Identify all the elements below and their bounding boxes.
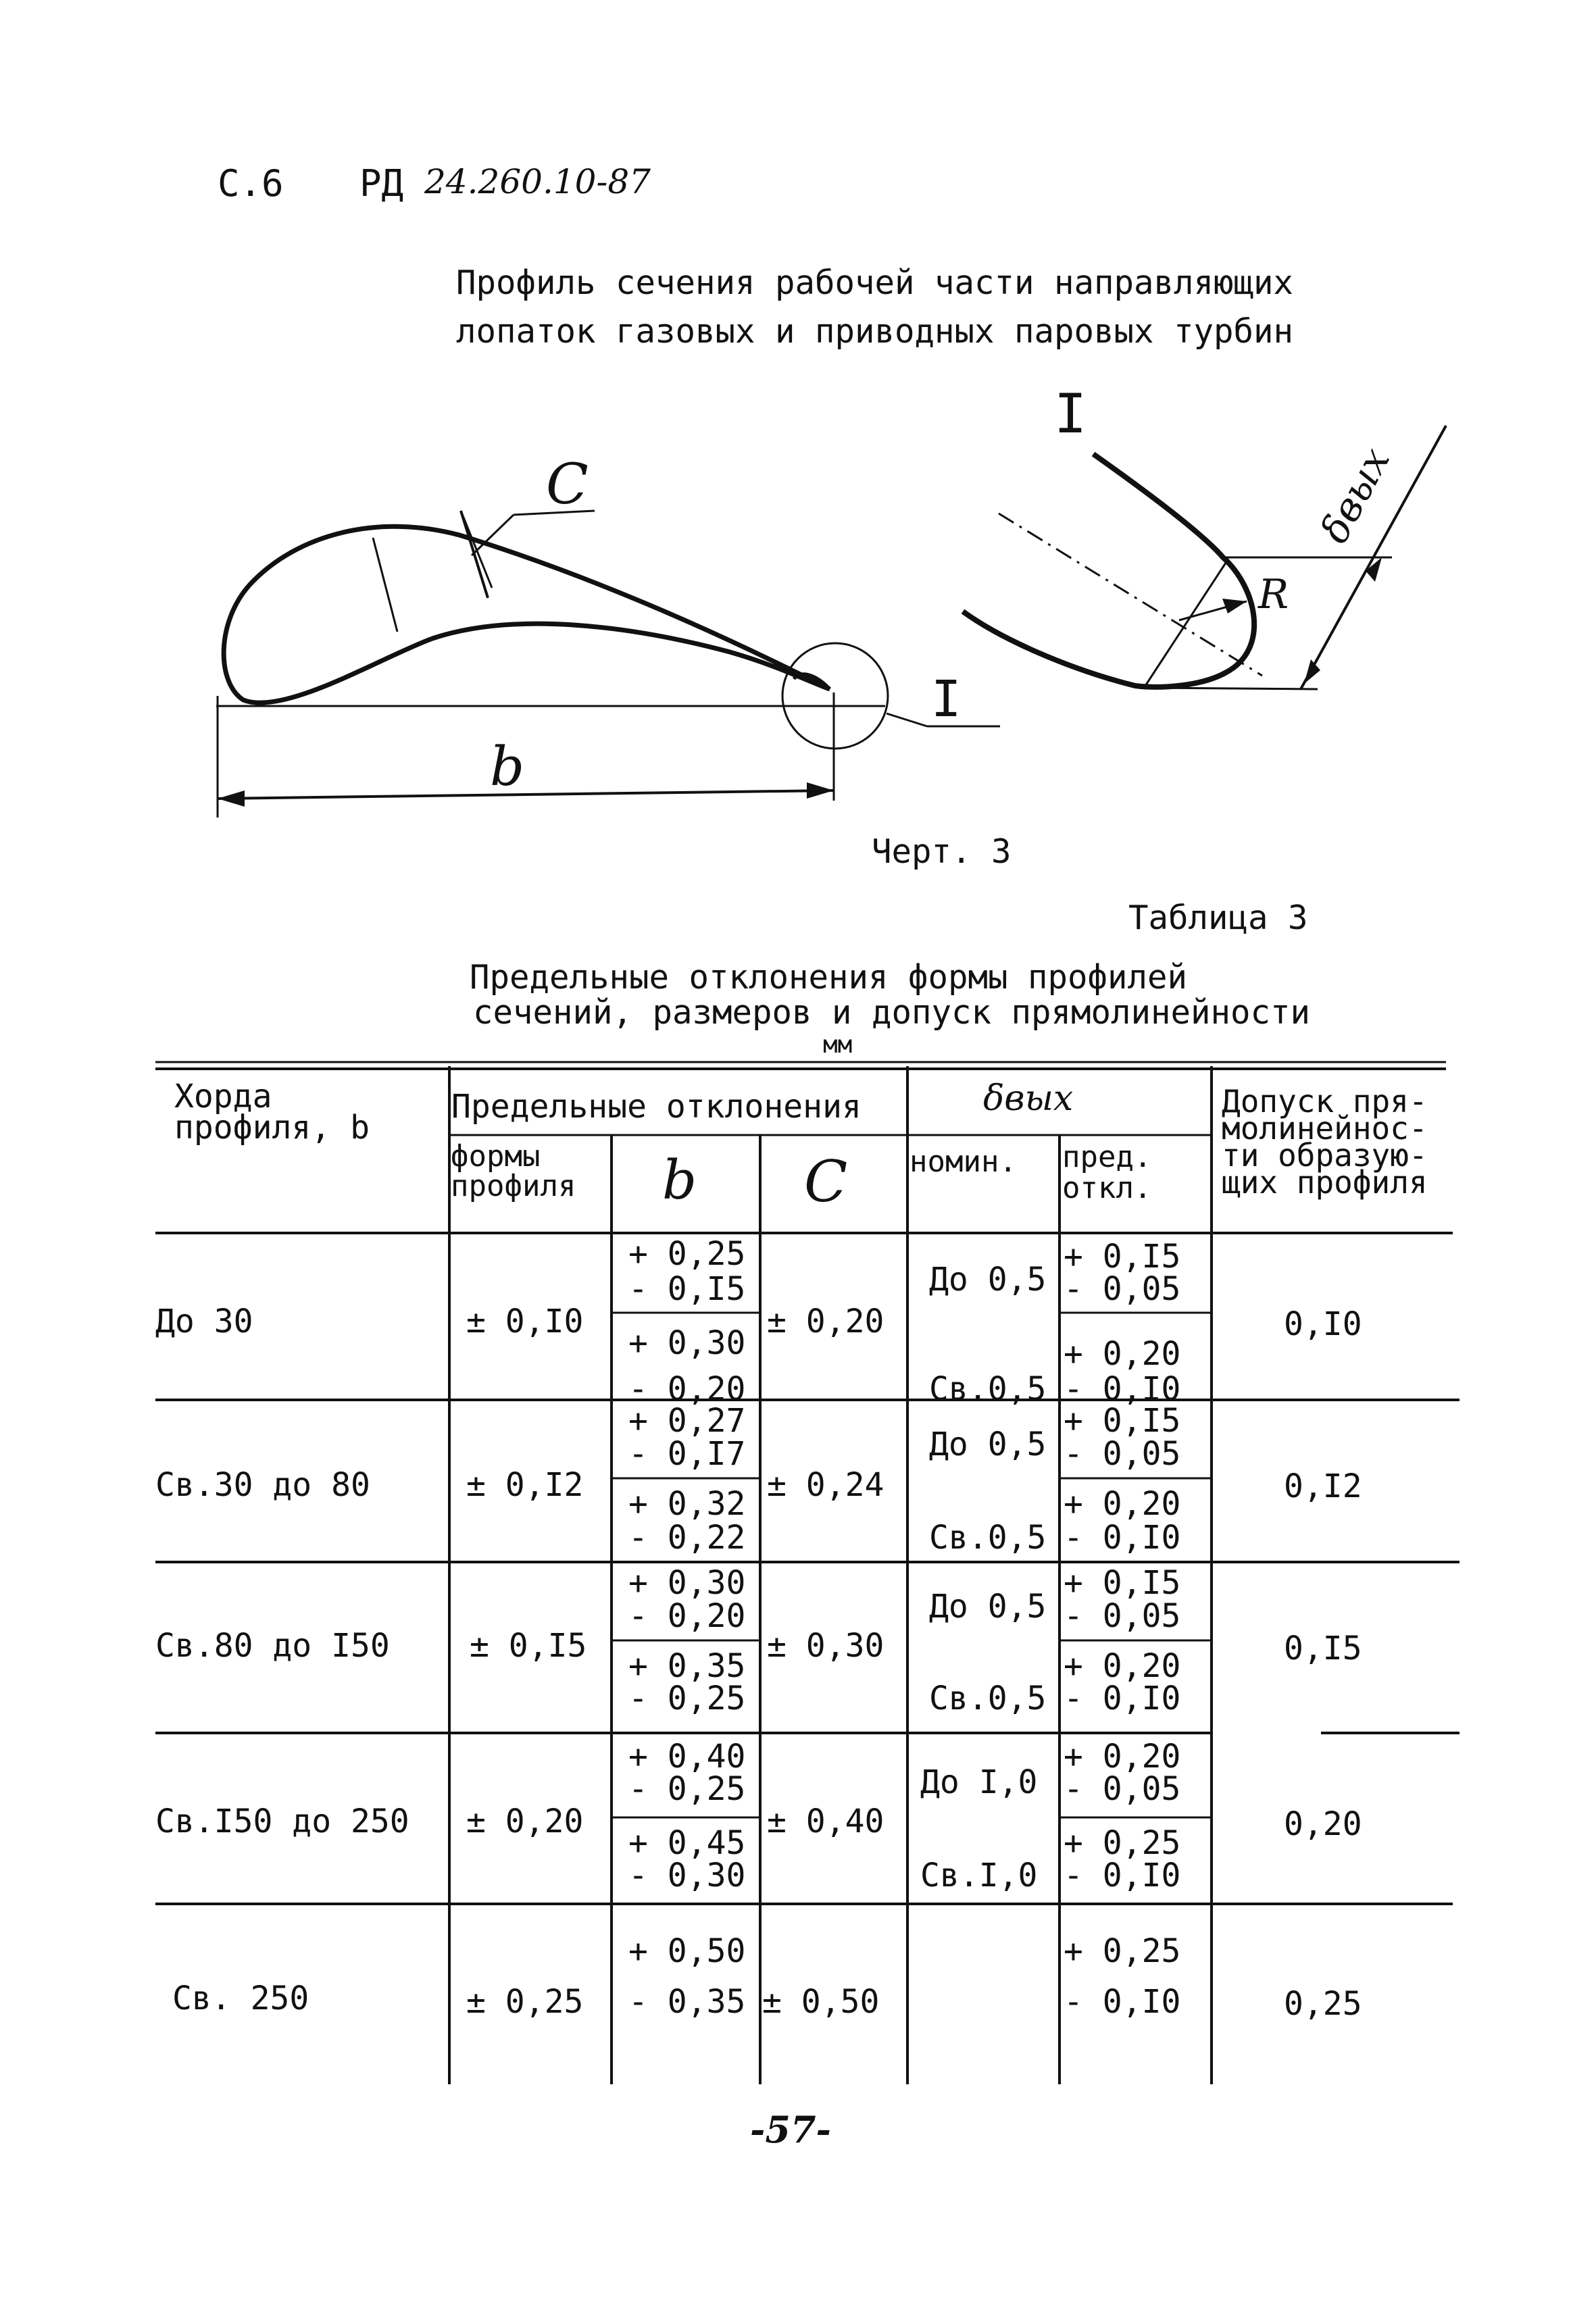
label-detail-i: I <box>931 670 962 728</box>
row3-nom2: Св.0,5 <box>929 1680 1047 1717</box>
header-dev: пред. откл. <box>1062 1140 1152 1205</box>
row2-dev1-minus: - 0,05 <box>1064 1435 1181 1473</box>
row5-dev1-plus: + 0,25 <box>1064 1932 1181 1970</box>
row3-chord: Св.80 до I50 <box>155 1627 390 1665</box>
row1-dev2-plus: + 0,20 <box>1064 1335 1181 1373</box>
row4-b2-minus: - 0,30 <box>628 1857 746 1894</box>
row1-b2-plus: + 0,30 <box>628 1324 746 1362</box>
title-line-1: Профиль сечения рабочей части направляющих <box>456 263 1294 302</box>
row1-nom1: До 0,5 <box>929 1261 1047 1299</box>
row5-form: ± 0,25 <box>466 1983 584 2021</box>
row1-dev1-minus: - 0,05 <box>1064 1270 1181 1308</box>
row2-b2-minus: - 0,22 <box>628 1519 746 1557</box>
row2-dev1-plus: + 0,I5 <box>1064 1402 1181 1440</box>
row1-b1-minus: - 0,I5 <box>628 1270 746 1308</box>
row5-b1-plus: + 0,50 <box>628 1932 746 1970</box>
row1-b1-plus: + 0,25 <box>628 1235 746 1273</box>
row2-nom1: До 0,5 <box>929 1426 1047 1463</box>
row1-chord: До 30 <box>155 1303 253 1340</box>
row3-dev1-plus: + 0,I5 <box>1064 1564 1181 1602</box>
row1-form: ± 0,I0 <box>466 1303 584 1340</box>
row4-form: ± 0,20 <box>466 1803 584 1840</box>
row4-nom1: До I,0 <box>920 1763 1038 1801</box>
label-delta-exit: δвых <box>1311 440 1399 551</box>
row3-nom1: До 0,5 <box>929 1588 1047 1626</box>
row3-dev2-minus: - 0,I0 <box>1064 1680 1181 1717</box>
row4-b2-plus: + 0,45 <box>628 1824 746 1862</box>
row4-c: ± 0,40 <box>767 1803 884 1840</box>
header-tolerance: Допуск пря- молинейнос- ти образую- щих профиля <box>1222 1083 1428 1201</box>
row1-nom2: Св.0,5 <box>929 1370 1047 1408</box>
doc-prefix: РД <box>359 162 404 205</box>
row2-dev2-plus: + 0,20 <box>1064 1485 1181 1523</box>
row2-nom2: Св.0,5 <box>929 1519 1047 1557</box>
row2-b1-minus: - 0,I7 <box>628 1435 746 1473</box>
page-number: -57- <box>750 2108 831 2151</box>
header-b: b <box>662 1149 697 1211</box>
row3-dev2-plus: + 0,20 <box>1064 1647 1181 1685</box>
table-title-line-1: Предельные отклонения формы профилей <box>470 958 1188 997</box>
row1-c: ± 0,20 <box>767 1303 884 1340</box>
row4-dev2-minus: - 0,I0 <box>1064 1857 1181 1894</box>
detail-circle <box>782 643 1000 749</box>
row4-nom2: Св.I,0 <box>920 1857 1038 1894</box>
row2-tol: 0,I2 <box>1284 1467 1362 1505</box>
table-unit: мм <box>823 1031 853 1059</box>
row5-tol: 0,25 <box>1284 1985 1362 2023</box>
row3-c: ± 0,30 <box>767 1627 884 1665</box>
header-nom: номин. <box>909 1145 1017 1179</box>
header-limits: Предельные отклонения <box>451 1088 862 1126</box>
table-grid <box>155 1062 1460 2084</box>
drawing-caption: Черт. 3 <box>872 832 1012 871</box>
row5-c: ± 0,50 <box>762 1983 880 2021</box>
row4-dev1-plus: + 0,20 <box>1064 1738 1181 1776</box>
row2-b2-plus: + 0,32 <box>628 1485 746 1523</box>
row1-tol: 0,I0 <box>1284 1305 1362 1343</box>
header-c: C <box>804 1149 848 1215</box>
row5-chord: Св. 250 <box>172 1980 309 2017</box>
row1-dev1-plus: + 0,I5 <box>1064 1238 1181 1276</box>
label-i-detail: I <box>1054 382 1087 445</box>
label-r: R <box>1258 571 1289 618</box>
row2-form: ± 0,I2 <box>466 1466 584 1504</box>
row3-dev1-minus: - 0,05 <box>1064 1597 1181 1635</box>
row4-b1-minus: - 0,25 <box>628 1770 746 1808</box>
row3-b1-minus: - 0,20 <box>628 1597 746 1635</box>
row3-b2-minus: - 0,25 <box>628 1680 746 1717</box>
row4-dev1-minus: - 0,05 <box>1064 1770 1181 1808</box>
row4-b1-plus: + 0,40 <box>628 1738 746 1776</box>
row3-form: ± 0,I5 <box>470 1627 587 1665</box>
row1-dev2-minus: - 0,I0 <box>1064 1370 1181 1408</box>
row2-dev2-minus: - 0,I0 <box>1064 1519 1181 1557</box>
doc-number: 24.260.10-87 <box>424 162 651 201</box>
row4-chord: Св.I50 до 250 <box>155 1803 409 1840</box>
label-c: C <box>546 453 589 517</box>
header-form: формы профиля <box>451 1139 576 1203</box>
row5-dev1-minus: - 0,I0 <box>1064 1983 1181 2021</box>
row3-b1-plus: + 0,30 <box>628 1564 746 1602</box>
row2-b1-plus: + 0,27 <box>628 1402 746 1440</box>
table-label: Таблица 3 <box>1128 899 1308 937</box>
blade-profile <box>224 526 830 703</box>
page-code: С.6 <box>218 162 284 205</box>
row2-c: ± 0,24 <box>767 1466 884 1504</box>
row4-tol: 0,20 <box>1284 1805 1362 1843</box>
header-chord: Хорда профиля, b <box>174 1078 370 1147</box>
row2-chord: Св.30 до 80 <box>155 1466 370 1504</box>
row5-b1-minus: - 0,35 <box>628 1983 746 2021</box>
row4-dev2-plus: + 0,25 <box>1064 1824 1181 1862</box>
label-b: b <box>490 735 525 798</box>
title-line-2: лопаток газовых и приводных паровых турбин <box>456 312 1294 351</box>
row3-tol: 0,I5 <box>1284 1630 1362 1667</box>
row1-b2-minus: - 0,20 <box>628 1370 746 1408</box>
header-delta-exit: δвых <box>983 1078 1074 1119</box>
row3-b2-plus: + 0,35 <box>628 1647 746 1685</box>
table-title-line-2: сечений, размеров и допуск прямолинейности <box>473 993 1311 1032</box>
